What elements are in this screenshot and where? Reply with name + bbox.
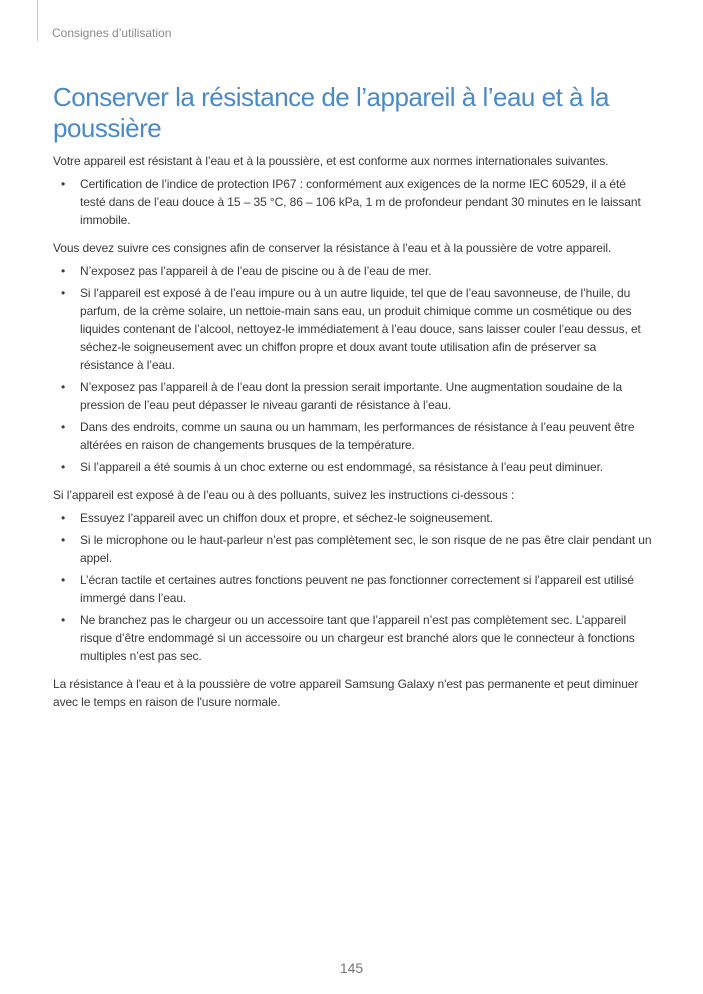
exposed-intro: Si l’appareil est exposé à de l’eau ou à des polluants, suivez les instructions ci-dessous : bbox=[53, 488, 515, 502]
list-item-text: Ne branchez pas le chargeur ou un accessoire tant que l’appareil n’est pas complètement sec. L’appareil risque d’être endommagé si un accessoire ou un chargeur est branché alors que le connecteur à fonctions multiples n’est pas sec. bbox=[80, 613, 635, 663]
list-item-text: Si l’appareil a été soumis à un choc externe ou est endommagé, sa résistance à l’eau peut diminuer. bbox=[80, 460, 604, 474]
bullet-icon: • bbox=[61, 573, 66, 587]
advice-list bbox=[53, 262, 653, 476]
page-title: Conserver la résistance de l’appareil à l’eau et à la poussière bbox=[53, 82, 609, 143]
bullet-icon: • bbox=[61, 264, 66, 278]
list-item bbox=[53, 571, 653, 607]
page-content bbox=[53, 82, 653, 711]
list-item-text: Si le microphone ou le haut-parleur n’est pas complètement sec, le son risque de ne pas être clair pendant un appel. bbox=[80, 533, 652, 565]
list-item bbox=[53, 509, 653, 527]
list-item-text: N’exposez pas l’appareil à de l’eau dont la pression serait importante. Une augmentation soudaine de la pression de l’eau peut dépasser le niveau garanti de résistance à l’eau. bbox=[80, 380, 623, 412]
list-item-text: L’écran tactile et certaines autres fonctions peuvent ne pas fonctionner correctement si l’appareil est utilisé immergé dans l’eau. bbox=[80, 573, 634, 605]
bullet-icon: • bbox=[61, 177, 66, 191]
bullet-icon: • bbox=[61, 420, 66, 434]
exposed-list bbox=[53, 509, 653, 665]
list-item-text: N’exposez pas l’appareil à de l’eau de piscine ou à de l’eau de mer. bbox=[80, 264, 432, 278]
bullet-icon: • bbox=[61, 286, 66, 300]
bullet-icon: • bbox=[61, 511, 66, 525]
page-number: 145 bbox=[339, 960, 364, 976]
bullet-icon: • bbox=[61, 460, 66, 474]
header-rule bbox=[37, 0, 38, 41]
list-item bbox=[53, 378, 653, 414]
list-item bbox=[53, 458, 653, 476]
advice-intro: Vous devez suivre ces consignes afin de conserver la résistance à l’eau et à la poussière de votre appareil. bbox=[53, 241, 612, 255]
list-item bbox=[53, 175, 653, 229]
list-item-text: Si l’appareil est exposé à de l’eau impure ou à un autre liquide, tel que de l’eau savonneuse, de l’huile, du parfum, de la crème solaire, un nettoie-main sans eau, un produit chimique comme un cosmétique ou des liquides contenant de l’alcool, nettoyez-le immédiatement à l’eau douce, sans laisser couler l’eau dessus, et séchez-le soigneusement avec un chiffon propre et doux avant toute utilisation afin de préserver sa résistance à l’eau. bbox=[80, 286, 641, 372]
list-item-text: Certification de l’indice de protection IP67 : conformément aux exigences de la norme IEC 60529, il a été testé dans de l’eau douce à 15 – 35 °C, 86 – 106 kPa, 1 m de profondeur pendant 30 minutes en le laissant immobile. bbox=[80, 177, 641, 227]
closing-paragraph: La résistance à l'eau et à la poussière de votre appareil Samsung Galaxy n'est pas permanente et peut diminuer avec le temps en raison de l'usure normale. bbox=[53, 677, 639, 709]
bullet-icon: • bbox=[61, 533, 66, 547]
section-header: Consignes d’utilisation bbox=[52, 26, 172, 40]
list-item bbox=[53, 531, 653, 567]
bullet-icon: • bbox=[61, 380, 66, 394]
list-item-text: Dans des endroits, comme un sauna ou un hammam, les performances de résistance à l’eau peuvent être altérées en raison de changements brusques de la température. bbox=[80, 420, 635, 452]
list-item bbox=[53, 262, 653, 280]
intro-paragraph: Votre appareil est résistant à l’eau et à la poussière, et est conforme aux normes internationales suivantes. bbox=[53, 154, 609, 168]
bullet-icon: • bbox=[61, 613, 66, 627]
list-item-text: Essuyez l’appareil avec un chiffon doux et propre, et séchez-le soigneusement. bbox=[80, 511, 493, 525]
list-item bbox=[53, 418, 653, 454]
cert-list bbox=[53, 175, 653, 229]
list-item bbox=[53, 611, 653, 665]
list-item bbox=[53, 284, 653, 374]
